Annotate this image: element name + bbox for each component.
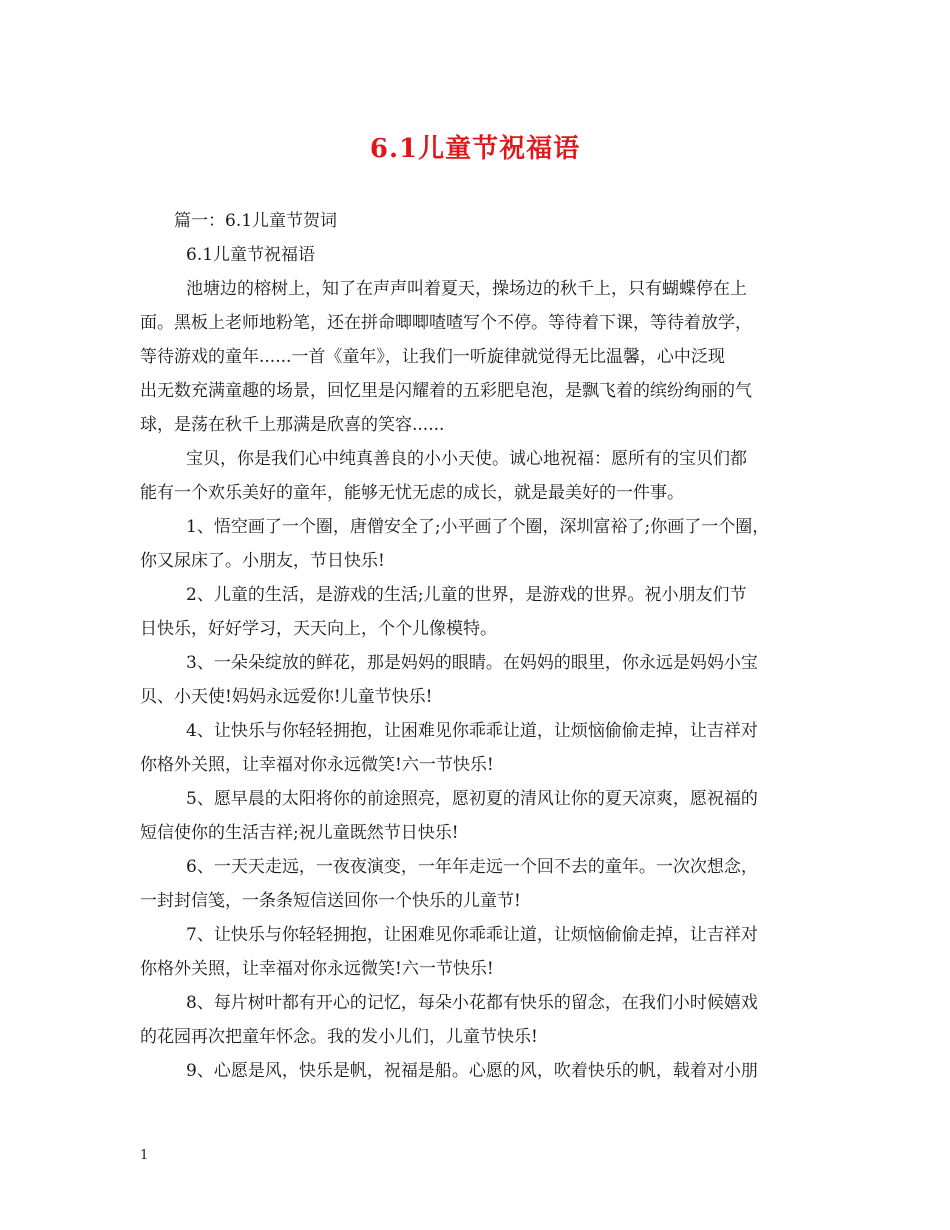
paragraph xyxy=(140,714,816,782)
paragraph-line: 出无数充满童趣的场景，回忆里是闪耀着的五彩肥皂泡，是飘飞着的缤纷绚丽的气 xyxy=(140,381,752,401)
paragraph xyxy=(140,578,816,646)
paragraph-line: 的花园再次把童年怀念。我的发小儿们，儿童节快乐! xyxy=(140,1027,538,1047)
paragraph-line: 5、愿早晨的太阳将你的前途照亮，愿初夏的清风让你的夏天凉爽，愿祝福的 xyxy=(186,789,758,809)
paragraph-line: 球，是荡在秋千上那满是欣喜的笑容...... xyxy=(140,415,445,435)
paragraph-line: 1、悟空画了一个圈，唐僧安全了;小平画了个圈，深圳富裕了;你画了一个圈， xyxy=(186,517,770,537)
paragraph xyxy=(140,646,816,714)
paragraph-line: 2、儿童的生活，是游戏的生活;儿童的世界，是游戏的世界。祝小朋友们节 xyxy=(186,585,747,605)
document-body xyxy=(140,204,816,1088)
paragraph-line: 7、让快乐与你轻轻拥抱，让困难见你乖乖让道，让烦恼偷偷走掉，让吉祥对 xyxy=(186,925,758,945)
paragraph xyxy=(140,510,816,578)
paragraph-line: 贝、小天使!妈妈永远爱你!儿童节快乐! xyxy=(140,687,433,707)
paragraph xyxy=(140,442,816,510)
paragraph-line: 池塘边的榕树上，知了在声声叫着夏天，操场边的秋千上，只有蝴蝶停在上 xyxy=(186,279,747,299)
paragraph-line: 能有一个欢乐美好的童年，能够无忧无虑的成长，就是最美好的一件事。 xyxy=(140,483,684,503)
paragraph-line: 你格外关照，让幸福对你永远微笑!六一节快乐! xyxy=(140,959,494,979)
paragraph xyxy=(140,986,816,1054)
paragraph-list xyxy=(140,272,816,1088)
paragraph-line: 宝贝，你是我们心中纯真善良的小小天使。诚心地祝福：愿所有的宝贝们都 xyxy=(186,449,747,469)
paragraph-line: 等待游戏的童年......一首《童年》，让我们一听旋律就觉得无比温馨，心中泛现 xyxy=(140,347,725,367)
paragraph-line: 面。黑板上老师地粉笔，还在拼命唧唧喳喳写个不停。等待着下课，等待着放学， xyxy=(140,313,752,333)
paragraph-line: 8、每片树叶都有开心的记忆，每朵小花都有快乐的留念，在我们小时候嬉戏 xyxy=(186,993,758,1013)
paragraph-line: 6、一天天走远，一夜夜演变，一年年走远一个回不去的童年。一次次想念， xyxy=(186,857,758,877)
section-heading: 篇一：6.1儿童节贺词 xyxy=(174,211,338,231)
paragraph-line: 短信使你的生活吉祥;祝儿童既然节日快乐! xyxy=(140,823,459,843)
section-subheading: 6.1儿童节祝福语 xyxy=(186,245,316,265)
paragraph xyxy=(140,1054,816,1088)
paragraph-line: 4、让快乐与你轻轻拥抱，让困难见你乖乖让道，让烦恼偷偷走掉，让吉祥对 xyxy=(186,721,758,741)
paragraph-line: 一封封信笺，一条条短信送回你一个快乐的儿童节! xyxy=(140,891,521,911)
document-title: 6.1儿童节祝福语 xyxy=(369,134,581,164)
paragraph-line: 你格外关照，让幸福对你永远微笑!六一节快乐! xyxy=(140,755,494,775)
paragraph xyxy=(140,850,816,918)
paragraph xyxy=(140,918,816,986)
paragraph xyxy=(140,782,816,850)
paragraph-line: 3、一朵朵绽放的鲜花，那是妈妈的眼睛。在妈妈的眼里，你永远是妈妈小宝 xyxy=(186,653,758,673)
paragraph xyxy=(140,272,816,442)
paragraph-line: 9、心愿是风，快乐是帆，祝福是船。心愿的风，吹着快乐的帆，载着对小朋 xyxy=(186,1061,758,1081)
paragraph-line: 日快乐，好好学习，天天向上，个个儿像模特。 xyxy=(140,619,497,639)
page-number: 1 xyxy=(140,1148,149,1163)
paragraph-line: 你又尿床了。小朋友，节日快乐! xyxy=(140,551,385,571)
